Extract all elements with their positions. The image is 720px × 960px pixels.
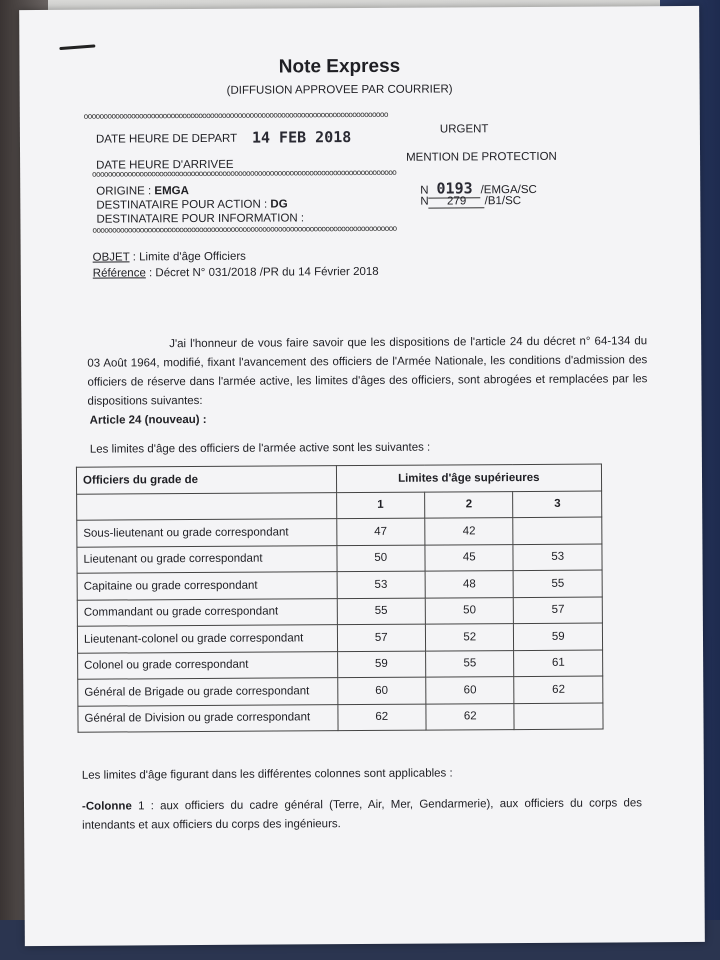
document-page [19, 6, 705, 946]
limit-cell-3 [513, 517, 602, 544]
limit-cell-3: 53 [513, 544, 602, 571]
grade-cell: Général de Division ou grade correspondant [78, 704, 338, 732]
objet-label: OBJET [92, 251, 130, 264]
table-column-numbers-row [77, 491, 602, 521]
grade-cell: Lieutenant ou grade correspondant [77, 545, 337, 573]
article-heading: Article 24 (nouveau) : [89, 413, 207, 427]
header-limits: Limites d'âge supérieures [336, 464, 602, 492]
depart-date-stamp: 14 FEB 2018 [251, 128, 352, 147]
header-grade: Officiers du grade de [76, 466, 336, 494]
after-table-text: Les limites d'âge figurant dans les différentes colonnes sont applicables : [81, 767, 453, 782]
table-row [77, 544, 602, 574]
column-1-header: 1 [336, 492, 425, 519]
table-row [78, 650, 603, 680]
limit-cell-1: 53 [337, 571, 426, 598]
limit-cell-1: 47 [336, 518, 425, 545]
header-grade-empty [77, 492, 337, 520]
origine-label: ORIGINE : [96, 185, 152, 198]
column-2-header: 2 [425, 491, 514, 518]
table-row [77, 517, 602, 547]
column-3-header: 3 [513, 491, 602, 518]
ref2-suffix: /B1/SC [484, 195, 522, 208]
table-row [78, 703, 603, 733]
limit-cell-2: 50 [425, 597, 514, 624]
dotted-separator-2: ooooooooooooooooooooooooooooooooooooooooooooooooooooooooooooooooooooooooooooo [92, 167, 397, 179]
limit-cell-3: 62 [514, 676, 603, 703]
age-limits-table [76, 464, 604, 733]
limit-cell-1: 59 [337, 651, 426, 678]
limit-cell-2: 48 [425, 571, 514, 598]
limit-cell-1: 57 [337, 624, 426, 651]
limit-cell-1: 60 [337, 677, 426, 704]
ref1-prefix: N [420, 184, 429, 197]
table-header-row [76, 464, 601, 494]
mention-protection-label: MENTION DE PROTECTION [406, 150, 557, 164]
colonne-text: 1 : aux officiers du cadre général (Terre, Air, Mer, Gendarmerie), aux officiers du corps des intendants et aux officiers du corps des ingénieurs. [82, 797, 643, 832]
action-label: DESTINATAIRE POUR ACTION : [96, 198, 268, 212]
limit-cell-3: 59 [514, 623, 603, 650]
limit-cell-2: 62 [426, 703, 515, 730]
dotted-separator-3: ooooooooooooooooooooooooooooooooooooooooooooooooooooooooooooooooooooooooooooo [92, 223, 397, 235]
document-title: Note Express [278, 55, 401, 78]
arrivee-label: DATE HEURE D'ARRIVEE [96, 158, 234, 172]
table-row [77, 570, 602, 600]
limit-cell-2: 42 [425, 518, 514, 545]
reference-number-2 [420, 195, 521, 209]
colonne-paragraph [82, 794, 642, 835]
limit-cell-2: 55 [426, 650, 515, 677]
limit-cell-3: 61 [514, 650, 603, 677]
action-value: DG [270, 198, 288, 211]
grade-cell: Commandant ou grade correspondant [77, 598, 337, 626]
objet-line [93, 251, 246, 264]
limit-cell-2: 52 [425, 624, 514, 651]
reference-text: : Décret N° 031/2018 /PR du 14 Février 2018 [148, 265, 379, 280]
pen-mark [59, 44, 95, 50]
colonne-label: -Colonne [81, 800, 132, 813]
grade-cell: Capitaine ou grade correspondant [77, 572, 337, 600]
ref1-number: 0193 [429, 179, 481, 198]
reference-label: Référence [92, 267, 146, 280]
table-row [77, 623, 602, 653]
document-subtitle: (DIFFUSION APPROVEE PAR COURRIER) [226, 83, 453, 97]
table-intro: Les limites d'âge des officiers de l'armée active sont les suivantes : [89, 441, 431, 456]
limit-cell-3: 57 [514, 597, 603, 624]
limit-cell-3: 55 [514, 570, 603, 597]
limit-cell-2: 60 [426, 677, 515, 704]
objet-text: : Limite d'âge Officiers [132, 250, 246, 264]
table-row [77, 597, 602, 627]
origine-value: EMGA [154, 185, 189, 198]
ref2-number: 279 [429, 195, 485, 208]
grade-cell: Sous-lieutenant ou grade correspondant [77, 519, 337, 547]
depart-label: DATE HEURE DE DEPART [95, 132, 238, 146]
dotted-separator-1: ooooooooooooooooooooooooooooooooooooooooooooooooooooooooooooooooooooooooooooo [83, 109, 388, 121]
ref2-prefix: N [420, 195, 429, 208]
reference-line [93, 266, 379, 280]
limit-cell-2: 45 [425, 544, 514, 571]
table-row [78, 676, 603, 706]
info-label: DESTINATAIRE POUR INFORMATION : [96, 212, 305, 226]
grade-cell: Général de Brigade ou grade correspondant [78, 678, 338, 706]
limit-cell-1: 62 [337, 704, 426, 731]
grade-cell: Colonel ou grade correspondant [78, 651, 338, 679]
action-row [96, 198, 287, 211]
limit-cell-1: 55 [337, 598, 426, 625]
intro-paragraph: J'ai l'honneur de vous faire savoir que les dispositions de l'article 24 du décret n° 64-134 du 03 Août 1964, modifié, fixant l'avancement des officiers de l'Armée Nationale, les conditions d'admission des officiers de réserve dans l'armée active, les limites d'âges des officiers, sont abrogées et remplacées par les dispositions suivantes: [87, 335, 648, 408]
ref1-suffix: /EMGA/SC [480, 183, 537, 197]
origine-row [96, 185, 189, 198]
urgent-label: URGENT [439, 123, 489, 136]
limit-cell-1: 50 [336, 545, 425, 572]
limit-cell-3 [514, 703, 603, 730]
grade-cell: Lieutenant-colonel ou grade correspondant [77, 625, 337, 653]
